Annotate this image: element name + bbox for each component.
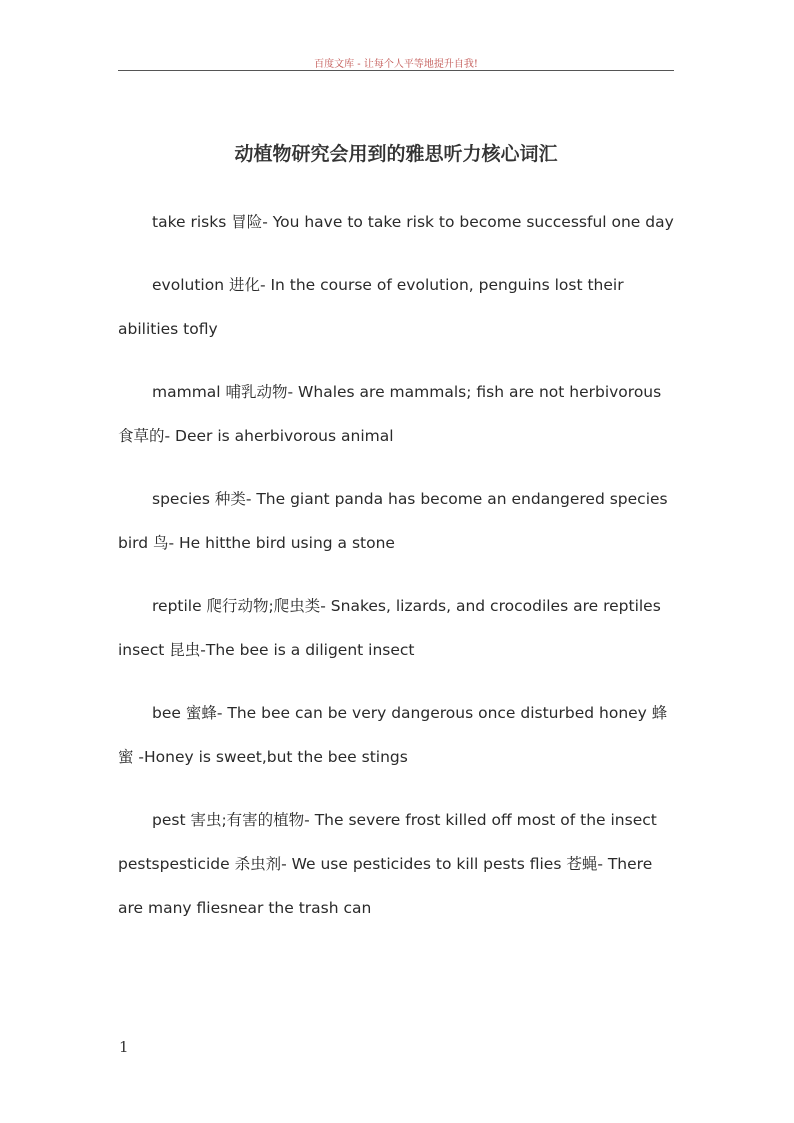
vocab-paragraph: species 种类- The giant panda has become an endangered species bird 鸟- He hitthe bird using a stone xyxy=(118,490,668,552)
page-number: 1 xyxy=(119,1038,129,1056)
vocab-paragraph: mammal 哺乳动物- Whales are mammals; fish are not herbivorous 食草的- Deer is aherbivorous animal xyxy=(118,383,662,445)
vocab-paragraph: reptile 爬行动物;爬虫类- Snakes, lizards, and crocodiles are reptiles insect 昆虫-The bee is a diligent insect xyxy=(118,597,661,659)
document-title: 动植物研究会用到的雅思听力核心词汇 xyxy=(234,143,558,165)
vocab-paragraph: evolution 进化- In the course of evolution, penguins lost their abilities tofly xyxy=(118,276,624,338)
vocabulary-list xyxy=(118,200,676,949)
header-divider xyxy=(118,70,674,71)
vocab-paragraph: take risks 冒险- You have to take risk to become successful one day xyxy=(152,213,674,231)
vocab-paragraph: pest 害虫;有害的植物- The severe frost killed off most of the insect pestspesticide 杀虫剂- We use pesticides to kill pests flies 苍蝇- There are many fliesnear the trash can xyxy=(118,811,657,917)
page-header: 百度文库 - 让每个人平等地提升自我! xyxy=(314,59,478,70)
vocab-paragraph: bee 蜜蜂- The bee can be very dangerous once disturbed honey 蜂蜜 -Honey is sweet,but the bee stings xyxy=(118,704,668,766)
